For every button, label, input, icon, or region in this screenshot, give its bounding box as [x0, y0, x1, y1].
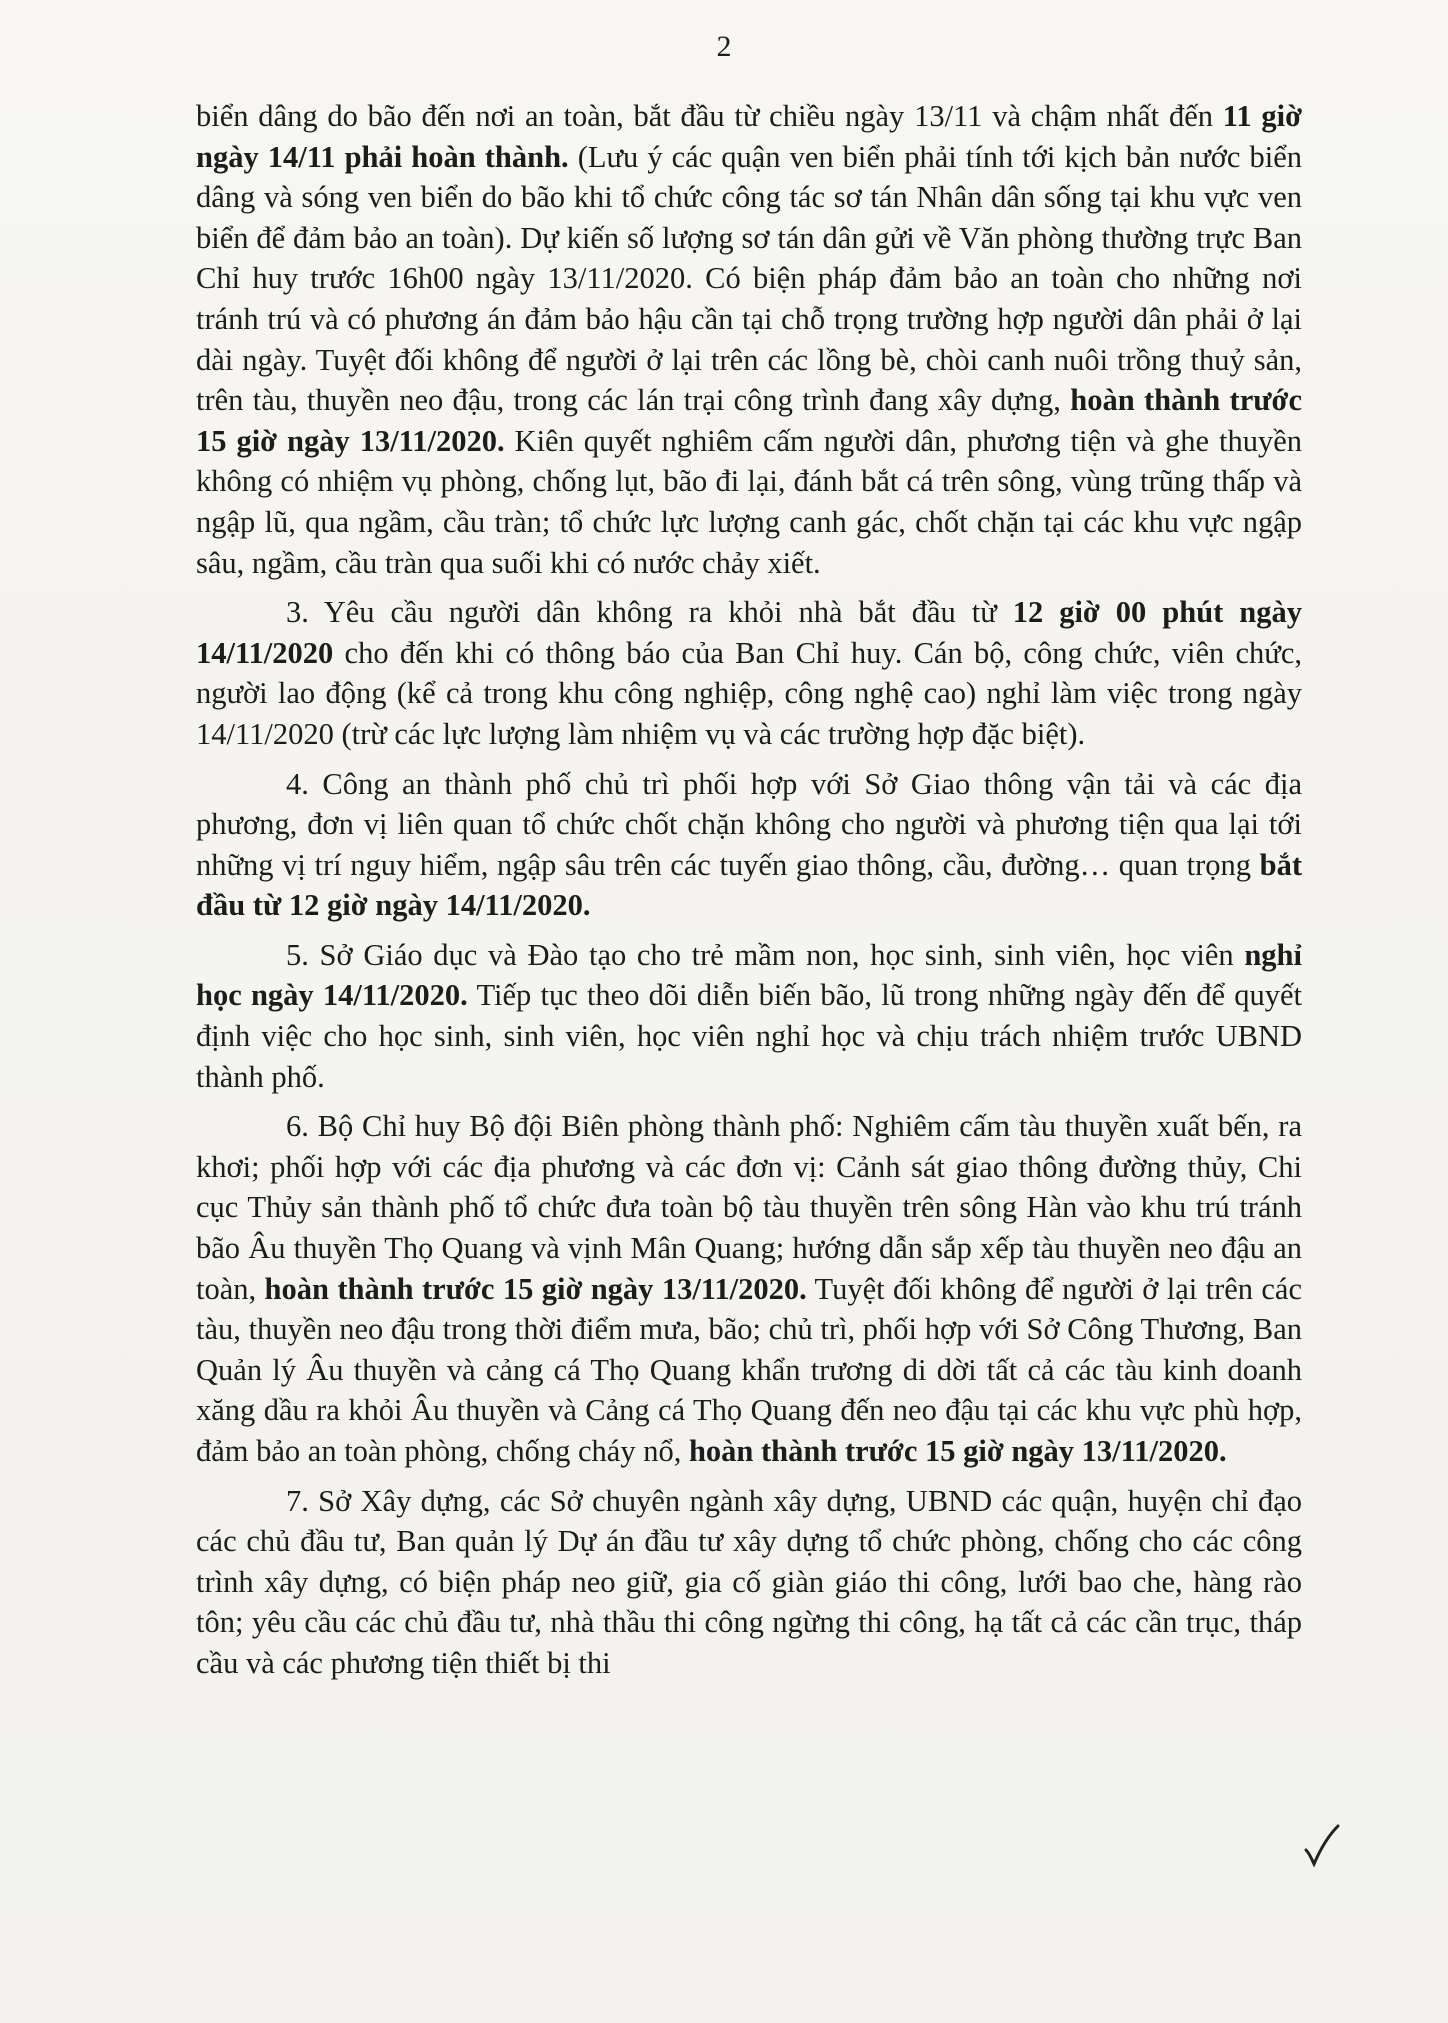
text-run: (Lưu ý các quận ven biển phải tính tới kịch bản nước biển dâng và sóng ven biển do bão khi tổ chức công tác sơ tán Nhân dân sống tại khu vực ven biển để đảm bảo an toàn). Dự kiến số lượng sơ tán dân gửi về Văn phòng thường trực Ban Chỉ huy trước 16h00 ngày 13/11/2020. Có biện pháp đảm bảo an toàn cho những nơi tránh trú và có phương án đảm bảo hậu cần tại chỗ trọng trường hợp người dân phải ở lại dài ngày. Tuyệt đối không để người ở lại trên các lồng bè, chòi canh nuôi trồng thuỷ sản, trên tàu, thuyền neo đậu, trong các lán trại công trình đang xây dựng, — [196, 139, 1303, 418]
text-run: Kiên quyết nghiêm cấm người dân, phương tiện và ghe thuyền không có nhiệm vụ phòng, chống lụt, bão đi lại, đánh bắt cá trên sông, vùng trũng thấp và ngập lũ, qua ngầm, cầu tràn; tổ chức lực lượng canh gác, chốt chặn tại các khu vực ngập sâu, ngầm, cầu tràn qua suối khi có nước chảy xiết. — [196, 423, 1302, 580]
document-body — [196, 96, 1302, 1693]
paragraph-p4 — [196, 764, 1302, 926]
paragraph-p6 — [196, 1106, 1302, 1471]
bold-text: 12 giờ 00 phút ngày 14/11/2020 — [196, 595, 1302, 670]
text-run: Tuyệt đối không để người ở lại trên các tàu, thuyền neo đậu trong thời điểm mưa, bão; chủ trì, phối hợp với Sở Công Thương, Ban Quản lý Âu thuyền và cảng cá Thọ Quang khẩn trương di dời tất cả các tàu kinh doanh xăng dầu ra khỏi Âu thuyền và Cảng cá Thọ Quang đến neo đậu tại các khu vực phù hợp, đảm bảo an toàn phòng, chống cháy nổ, — [196, 1271, 1303, 1468]
paragraph-p5 — [196, 935, 1302, 1097]
text-run: 3. Yêu cầu người dân không ra khỏi nhà bắt đầu từ — [286, 595, 1013, 630]
bold-text: hoàn thành trước 15 giờ ngày 13/11/2020. — [688, 1434, 1227, 1468]
bold-text: nghỉ học ngày 14/11/2020. — [196, 937, 1302, 1013]
bold-text: hoàn thành trước 15 giờ ngày 13/11/2020. — [264, 1271, 807, 1306]
paragraph-p1 — [196, 96, 1302, 583]
check-mark-icon — [1302, 1822, 1342, 1868]
text-run: cho đến khi có thông báo của Ban Chỉ huy. Cán bộ, công chức, viên chức, người lao động (kể cả trong khu công nghiệp, công nghệ cao) nghỉ làm việc trong ngày 14/11/2020 (trừ các lực lượng làm nhiệm vụ và các trường hợp đặc biệt). — [196, 635, 1302, 751]
page-number: 2 — [716, 30, 732, 63]
text-run: biển dâng do bão đến nơi an toàn, bắt đầu từ chiều ngày 13/11 và chậm nhất đến — [196, 99, 1223, 133]
bold-text: hoàn thành trước 15 giờ ngày 13/11/2020. — [196, 383, 1302, 458]
text-run: 6. Bộ Chỉ huy Bộ đội Biên phòng thành phố: Nghiêm cấm tàu thuyền xuất bến, ra khơi; phối hợp với các địa phương và các đơn vị: Cảnh sát giao thông đường thủy, Chi cục Thủy sản thành phố tổ chức đưa toàn bộ tàu thuyền trên sông Hàn vào khu trú tránh bão Âu thuyền Thọ Quang và vịnh Mân Quang; hướng dẫn sắp xếp tàu thuyền neo đậu an toàn, — [196, 1109, 1302, 1306]
text-run: 4. Công an thành phố chủ trì phối hợp với Sở Giao thông vận tải và các địa phương, đơn vị liên quan tổ chức chốt chặn không cho người và phương tiện qua lại tới những vị trí nguy hiểm, ngập sâu trên các tuyến giao thông, cầu, đường… quan trọng — [196, 766, 1302, 882]
bold-text: 11 giờ ngày 14/11 phải hoàn thành. — [196, 99, 1303, 174]
bold-text: bắt đầu từ 12 giờ ngày 14/11/2020. — [196, 847, 1302, 923]
paragraph-p7 — [196, 1481, 1302, 1684]
text-run: 5. Sở Giáo dục và Đào tạo cho trẻ mầm non, học sinh, sinh viên, học viên — [286, 937, 1245, 972]
text-run: Tiếp tục theo dõi diễn biến bão, lũ trong những ngày đến để quyết định việc cho học sinh, sinh viên, học viên nghỉ học và chịu trách nhiệm trước UBND thành phố. — [196, 978, 1302, 1094]
text-run: 7. Sở Xây dựng, các Sở chuyên ngành xây dựng, UBND các quận, huyện chỉ đạo các chủ đầu tư, Ban quản lý Dự án đầu tư xây dựng tổ chức phòng, chống cho các công trình xây dựng, có biện pháp neo giữ, gia cố giàn giáo thi công, lưới bao che, hàng rào tôn; yêu cầu các chủ đầu tư, nhà thầu thi công ngừng thi công, hạ tất cả các cần trục, tháp cầu và các phương tiện thiết bị thi — [196, 1483, 1302, 1680]
paragraph-p3 — [196, 592, 1302, 754]
